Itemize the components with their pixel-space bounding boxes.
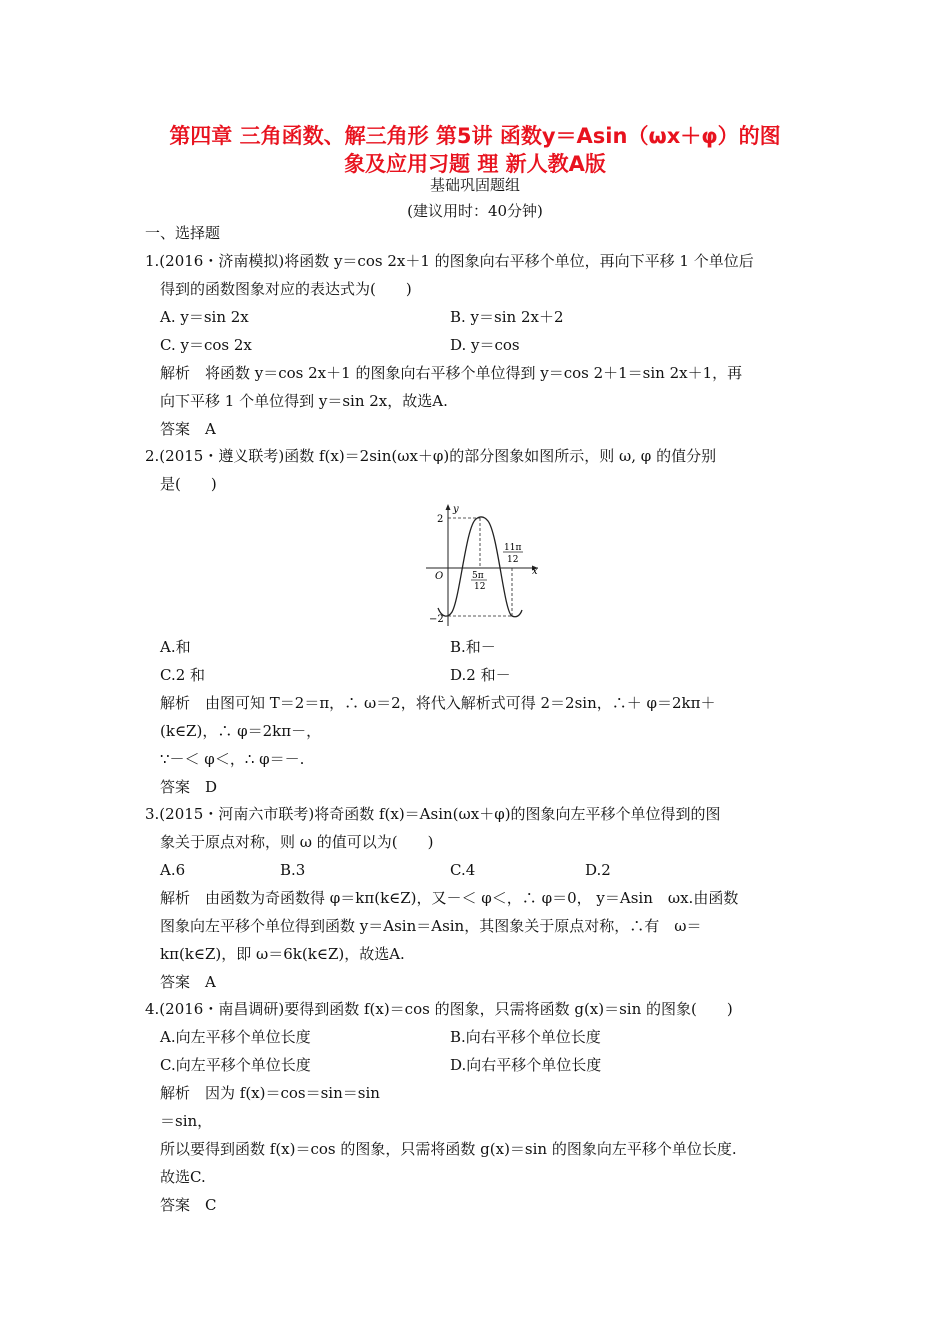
q2-analysis-line-2: (k∈Z)，∴ φ＝2kπ－， (160, 722, 322, 740)
q3-option-a: A.6 (160, 861, 186, 879)
origin-label: O (435, 571, 444, 582)
y-axis-arrow (446, 504, 451, 510)
sine-curve (438, 517, 522, 617)
q1-stem-line-2: 得到的函数图象对应的表达式为( ) (160, 280, 412, 298)
q2-option-c: C.2 和 (160, 666, 206, 684)
q4-option-b: B.向右平移个单位长度 (450, 1028, 601, 1046)
y-axis-label: y (453, 504, 459, 515)
q3-stem-line-1: 3.(2015・河南六市联考)将奇函数 f(x)＝Asin(ωx＋φ)的图象向左平移个单位得到的图 (145, 805, 721, 823)
q4-analysis-line-3: 所以要得到函数 f(x)＝cos 的图象，只需将函数 g(x)＝sin 的图象向左平移个单位长度. (160, 1140, 737, 1158)
document-title (130, 122, 820, 178)
title-line-1: 第四章 三角函数、解三角形 第5讲 函数y＝Asin（ωx＋φ）的图 (169, 124, 781, 148)
y-max-label: 2 (437, 514, 444, 525)
q3-analysis-line-1: 解析 由函数为奇函数得 φ＝kπ(k∈Z)，又－＜ φ＜，∴ φ＝0， y＝Asin ωx.由函数 (160, 889, 739, 907)
q3-option-d: D.2 (585, 861, 611, 879)
q3-analysis-line-3: kπ(k∈Z)，即 ω＝6k(k∈Z)，故选A. (160, 945, 405, 963)
q2-option-b: B.和－ (450, 638, 496, 656)
q3-analysis-line-2: 图象向左平移个单位得到函数 y＝Asin＝Asin，其图象关于原点对称，∴有 ω＝ (160, 917, 702, 935)
q1-option-a: A. y＝sin 2x (160, 308, 249, 326)
q3-stem-line-2: 象关于原点对称，则 ω 的值可以为( ) (160, 833, 434, 851)
mark-5pi-12-denominator: 12 (474, 582, 486, 592)
q1-option-d: D. y＝cos (450, 336, 520, 354)
q1-analysis-line-2: 向下平移 1 个单位得到 y＝sin 2x，故选A. (160, 392, 448, 410)
q4-option-c: C.向左平移个单位长度 (160, 1056, 311, 1074)
subtitle: 基础巩固题组 (429, 176, 520, 194)
q1-answer: 答案 A (160, 420, 216, 438)
q1-stem-line-1: 1.(2016・济南模拟)将函数 y＝cos 2x＋1 的图象向右平移个单位，再向下平移 1 个单位后 (145, 252, 754, 270)
q3-answer: 答案 A (160, 973, 216, 991)
q4-analysis-line-2: ＝sin， (160, 1112, 213, 1130)
mark-11pi-12-denominator: 12 (507, 555, 519, 565)
q2-stem-line-1: 2.(2015・遵义联考)函数 f(x)＝2sin(ωx＋φ)的部分图象如图所示，则 ω, φ 的值分别 (145, 447, 717, 465)
q4-analysis-line-1: 解析 因为 f(x)＝cos＝sin＝sin (160, 1084, 380, 1102)
q1-analysis-line-1: 解析 将函数 y＝cos 2x＋1 的图象向右平移个单位得到 y＝cos 2＋1＝sin 2x＋1，再 (160, 364, 743, 382)
q1-option-b: B. y＝sin 2x＋2 (450, 308, 564, 326)
q3-option-c: C.4 (450, 861, 476, 879)
q2-option-a: A.和 (160, 638, 191, 656)
q4-option-d: D.向右平移个单位长度 (450, 1056, 602, 1074)
q4-analysis-line-4: 故选C. (160, 1168, 206, 1186)
mark-5pi-12-numerator: 5π (472, 571, 484, 581)
title-line-2: 象及应用习题 理 新人教A版 (344, 152, 606, 176)
q4-option-a: A.向左平移个单位长度 (160, 1028, 311, 1046)
sine-graph-figure (420, 500, 540, 628)
mark-11pi-12-numerator: 11π (504, 543, 522, 553)
q4-stem-line-1: 4.(2016・南昌调研)要得到函数 f(x)＝cos 的图象，只需将函数 g(x)＝sin 的图象( ) (145, 1000, 733, 1018)
q4-answer: 答案 C (160, 1196, 217, 1214)
q1-option-c: C. y＝cos 2x (160, 336, 252, 354)
q2-analysis-line-1: 解析 由图可知 T＝2＝π，∴ ω＝2，将代入解析式可得 2＝2sin，∴＋ φ＝2kπ＋ (160, 694, 716, 712)
x-axis-label: x (532, 566, 538, 577)
q2-answer: 答案 D (160, 778, 218, 796)
y-min-label: −2 (429, 614, 444, 625)
q3-option-b: B.3 (280, 861, 306, 879)
q2-option-d: D.2 和－ (450, 666, 511, 684)
time-hint: (建议用时：40分钟) (407, 202, 543, 220)
q2-stem-line-2: 是( ) (160, 475, 217, 493)
section-heading: 一、选择题 (145, 224, 221, 242)
q2-analysis-line-3: ∵－＜ φ＜，∴ φ＝－. (160, 750, 305, 768)
